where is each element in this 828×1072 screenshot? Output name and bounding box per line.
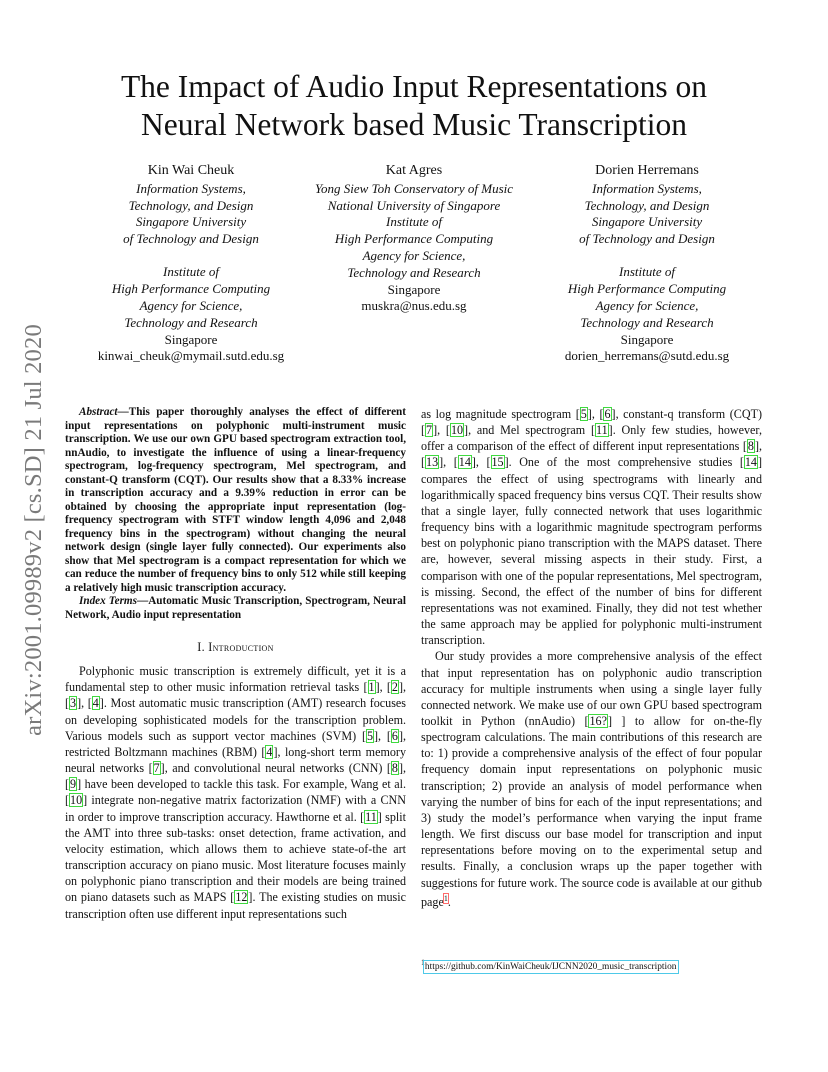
- citation-link[interactable]: 5: [366, 728, 374, 743]
- text-run: . Only few studies, however, offer a comparison of the effect of different input representations: [421, 423, 762, 454]
- index-terms-lead: Index Terms: [79, 595, 137, 607]
- text-run: compares the effect of using spectrograms with linearly and logarithmically spaced frequency bins versus CQT. Their results show that a single layer, fully connected network that uses logarithmic frequency bins with a logarithmic magnitude spectrogram performs best on polyphonic piano transcription with the MAPS dataset. There are, however, several missing aspects in their study. First, a comparison with one of the popular representations, Mel spectrogram, is missing. Second, the effect of the number of bins for different representations was not examined. Finally, they did not test whether the same approach may be applied for polyphonic multi-instrument transcription.: [421, 471, 762, 648]
- text-run: ,: [402, 680, 407, 695]
- intro-paragraph-2: Our study provides a more comprehensive analysis of the effect that input representation has on polyphonic audio transcription accuracy for multiple instruments when using a single layer fully connected network. We make use of our own GPU based spectrogram toolkit in Python (nnAudio) [16?] ] to allow for on-the-fly spectrogram calculations. The main contributions of this research are to: 1) provide a comprehensive analysis of the effect of four popular frequency domain input representations on polyphonic music transcription; 2) provide an analysis of model performance when varying the number of bins for each of the input representations; and 3) study the model’s performance when varying the input frame length. We first discuss our base model for transcription and input representations before moving on to the experimental setup and results. Finally, a conclusion wraps up the paper together with suggestions for future work. The source code is available at our github page$^1$.: [421, 649, 762, 909]
- citation-link[interactable]: 4: [92, 696, 99, 711]
- author-country: Singapore: [620, 331, 674, 347]
- citation-link[interactable]: 11: [596, 423, 608, 438]
- citation-link[interactable]: 1: [368, 680, 375, 695]
- intro-paragraph-1: Polyphonic music transcription is extremely difficult, yet it is a fundamental step to other music information retrieval tasks [1], [2], [3], [4]. Most automatic music transcription (AMT) research focuses on developing sophisticated models for the transcription problem. Various models such as support vector machines (SVM) [5], [6], restricted Boltzmann machines (RBM) [4], long-short term memory neural networks [7], and convolutional neural networks (CNN) [8], [9] have been developed to tackle this task. For example, Wang et al. [10] integrate non-negative matrix factorization (NMF) with a CNN in order to improve transcription accuracy. Hawthorne et al. [11] split the AMT into three sub-tasks: onset detection, frame activation, and velocity estimation, which allows them to achieve state-of-the art transcription accuracy on piano music. Most literature focuses mainly on polyphonic piano transcription and their models are being trained on piano datasets such as MAPS [12]. The existing studies on music transcription often use different input representations such: [65, 664, 407, 921]
- section-heading: [65, 639, 406, 655]
- citation-link[interactable]: 14: [744, 455, 757, 470]
- text-run: as log magnitude spectrogram: [421, 407, 576, 421]
- affiliation-line: of Technology and Design: [579, 231, 715, 247]
- citation-link[interactable]: 8: [391, 761, 398, 776]
- author-block-1: [70, 163, 312, 365]
- text-run: Polyphonic music transcription is extremely difficult, yet it is a fundamental step to other music information retrieval tasks: [65, 664, 406, 695]
- index-terms-text: —Automatic Music Transcription, Spectrogram, Neural Network, Audio input representation: [65, 595, 406, 621]
- author-email: kinwai_cheuk@mymail.sutd.edu.sg: [97, 348, 285, 364]
- text-run: ,: [443, 455, 454, 470]
- paper-title: [0, 68, 828, 144]
- abstract: [65, 406, 406, 595]
- affiliation-line: Singapore University: [135, 214, 247, 230]
- author-country: Singapore: [164, 331, 218, 347]
- affiliation-line: Yong Siew Toh Conservatory of Music: [314, 180, 514, 196]
- citation-link[interactable]: 10: [450, 423, 464, 438]
- affiliation-line: Technology, and Design: [584, 197, 710, 213]
- citation-link[interactable]: 8: [747, 439, 754, 454]
- affiliation-line: Institute of: [386, 214, 442, 230]
- affiliation-line: Technology, and Design: [128, 197, 254, 213]
- citation-link[interactable]: 10: [70, 793, 83, 808]
- affiliation-line: National University of Singapore: [327, 197, 501, 213]
- citation-link[interactable]: 15: [491, 455, 504, 470]
- citation-link[interactable]: 3: [70, 696, 77, 711]
- footnote-ref[interactable]: 1: [443, 893, 448, 903]
- title-line-2: Neural Network based Music Transcription: [141, 107, 687, 142]
- footnote-link[interactable]: https://github.com/KinWaiCheuk/IJCNN2020_music_transcription: [424, 962, 677, 973]
- citation-link[interactable]: 7: [426, 423, 433, 438]
- author-name: Dorien Herremans: [595, 163, 699, 178]
- citation-link[interactable]: 6: [391, 728, 398, 743]
- affiliation-line: High Performance Computing: [334, 231, 494, 247]
- affiliation-line: High Performance Computing: [111, 281, 271, 297]
- citation-link[interactable]: 2: [391, 680, 398, 695]
- abstract-text: —This paper thoroughly analyses the effect of different input representations on polyphonic multi-instrument music transcription. We use our own GPU based spectrogram extraction tool, nnAudio, to investigate the influence of using a linear-frequency spectrogram, log-frequency spectrogram, Mel spectrogram, and constant-Q transform (CQT). Our results show that a 8.33% increase in transcription accuracy and a 9.39% reduction in error can be obtained by choosing the appropriate input representation (log-frequency spectrogram with STFT window length 4,096 and 2,048 frequency bins in the spectrogram) without changing the neural network design (single layer fully connected). Our experiments also show that Mel spectrogram is a compact representation for which we can reduce the number of frequency bins to only 512 while still keeping a relatively high music transcription accuracy.: [65, 406, 406, 594]
- abstract-lead: Abstract: [79, 406, 118, 418]
- text-run: , and convolutional neural networks (CNN): [164, 761, 387, 776]
- text-run: . One of the most comprehensive studies: [508, 455, 740, 470]
- text-run: ,: [437, 423, 446, 438]
- text-run: , constant-q transform (CQT): [615, 407, 762, 421]
- affiliation-line: Singapore University: [591, 214, 703, 230]
- text-run: integrate non-negative matrix factorization (NMF) with a CNN in order to improve transcription accuracy. Hawthorne et al.: [65, 793, 406, 824]
- affiliation-line: Institute of: [163, 264, 219, 280]
- footnote: [421, 958, 762, 972]
- affiliation-line: Institute of: [619, 264, 675, 280]
- text-run: , restricted Boltzmann machines (RBM): [65, 728, 407, 759]
- arxiv-stamp-text: arXiv:2001.09989v2 [cs.SD] 21 Jul 2020: [20, 324, 47, 736]
- text-run: , and Mel spectrogram: [468, 423, 591, 438]
- text-run: , long-short term memory neural networks: [65, 744, 406, 776]
- title-line-1: The Impact of Audio Input Representations on: [120, 69, 708, 104]
- affiliation-line: Information Systems,: [136, 180, 246, 196]
- citation-link[interactable]: 14: [458, 455, 471, 470]
- text-run: .: [447, 894, 451, 909]
- text-run: ,: [378, 728, 387, 743]
- text-run: . The existing studies on music transcription often use different input representations such: [65, 890, 406, 921]
- author-name: Kat Agres: [385, 163, 443, 178]
- citation-link[interactable]: 9: [70, 777, 77, 792]
- author-name: Kin Wai Cheuk: [147, 163, 235, 178]
- citation-link[interactable]: 13: [426, 455, 439, 470]
- author-email: muskra@nus.edu.sg: [361, 298, 467, 314]
- author-email: dorien_herremans@sutd.edu.sg: [564, 348, 730, 364]
- citation-link[interactable]: 5: [580, 407, 587, 421]
- right-column: [421, 406, 762, 910]
- text-run: ,: [402, 761, 406, 776]
- text-run: Our study provides a more comprehensive analysis of the effect that input representation has on polyphonic audio transcription accuracy for multiple instruments when using a single layer fully connected network. We make use of our own GPU based spectrogram toolkit in Python (nnAudio): [421, 649, 762, 728]
- text-run: ,: [379, 680, 387, 695]
- affiliation-line: Agency for Science,: [139, 298, 243, 314]
- citation-link[interactable]: 16?: [589, 713, 607, 728]
- citation-link[interactable]: 4: [266, 744, 273, 759]
- citation-link[interactable]: 7: [153, 761, 160, 776]
- affiliation-line: Information Systems,: [592, 180, 702, 196]
- section-number: I.: [197, 640, 205, 654]
- citation-link[interactable]: 12: [235, 890, 248, 905]
- left-column: [65, 406, 406, 922]
- text-run: ] to allow for on-the-fly spectrogram calculations. The main contributions of this research are to: 1) provide a comprehensive analysis of the effect of four popular frequency domain input representations on polyphonic music transcription; 2) provide an analysis of model performance when varying the number of bins for each of the input representations; and 3) study the model’s performance when varying the input frame length. We first discuss our base model for transcription and input representations before moving on to the experimental setup and results. Finally, a conclusion wraps up the paper together with suggestions for future work. The source code is available at our github page: [421, 713, 762, 909]
- affiliation-line: Technology and Research: [580, 314, 714, 330]
- author-block-3: [526, 163, 768, 365]
- affiliation-line: Technology and Research: [347, 264, 481, 280]
- affiliation-line: Technology and Research: [124, 314, 258, 330]
- text-run: ,: [591, 407, 600, 421]
- citation-link[interactable]: 6: [604, 407, 611, 421]
- text-run: split the AMT into three sub-tasks: onset detection, frame activation, and velocity estimation, which allows them to achieve state-of-the art transcription accuracy on piano music. Most literature focuses mainly on polyphonic piano transcription and their models are being trained on piano datasets such as MAPS: [65, 809, 406, 905]
- text-run: ,: [758, 439, 762, 454]
- citation-link[interactable]: 11: [365, 809, 377, 824]
- section-title: Introduction: [208, 640, 274, 654]
- intro-paragraph-1-continued: as log magnitude spectrogram [5], [6], constant-q transform (CQT) [7], [10], and Mel spectrogram [11]. Only few studies, however, offer a comparison of the effect of different input representations [8], [13], [14], [15]. One of the most comprehensive studies [14] compares the effect of using spectrograms with linearly and logarithmically spaced frequency bins versus CQT. Their results show that a single layer, fully connected network that uses logarithmic frequency bins with a logarithmic magnitude spectrogram performs best on polyphonic piano transcription with the MAPS dataset. There are, however, several missing aspects in their study. First, a comparison with one of the popular representations, Mel spectrogram, is missing. Second, the effect of the number of bins for different representations was not examined. Finally, they did not test whether the same approach may be applied for polyphonic multi-instrument transcription.: [421, 407, 762, 648]
- index-terms: [65, 595, 406, 622]
- affiliation-line: Agency for Science,: [595, 298, 699, 314]
- author-block-2: [293, 163, 535, 315]
- affiliation-line: Agency for Science,: [362, 247, 466, 263]
- text-run: . Most automatic music transcription (AMT) research focuses on developing sophisticated models for the transcription problem. Various models such as support vector machines (SVM): [65, 696, 406, 743]
- author-country: Singapore: [387, 281, 441, 297]
- affiliation-line: of Technology and Design: [123, 231, 259, 247]
- footnote-mark: 1: [421, 958, 425, 967]
- affiliation-line: High Performance Computing: [567, 281, 727, 297]
- text-run: ,: [475, 455, 487, 470]
- text-run: have been developed to tackle this task. For example, Wang et al.: [81, 777, 406, 792]
- text-run: ,: [81, 696, 88, 711]
